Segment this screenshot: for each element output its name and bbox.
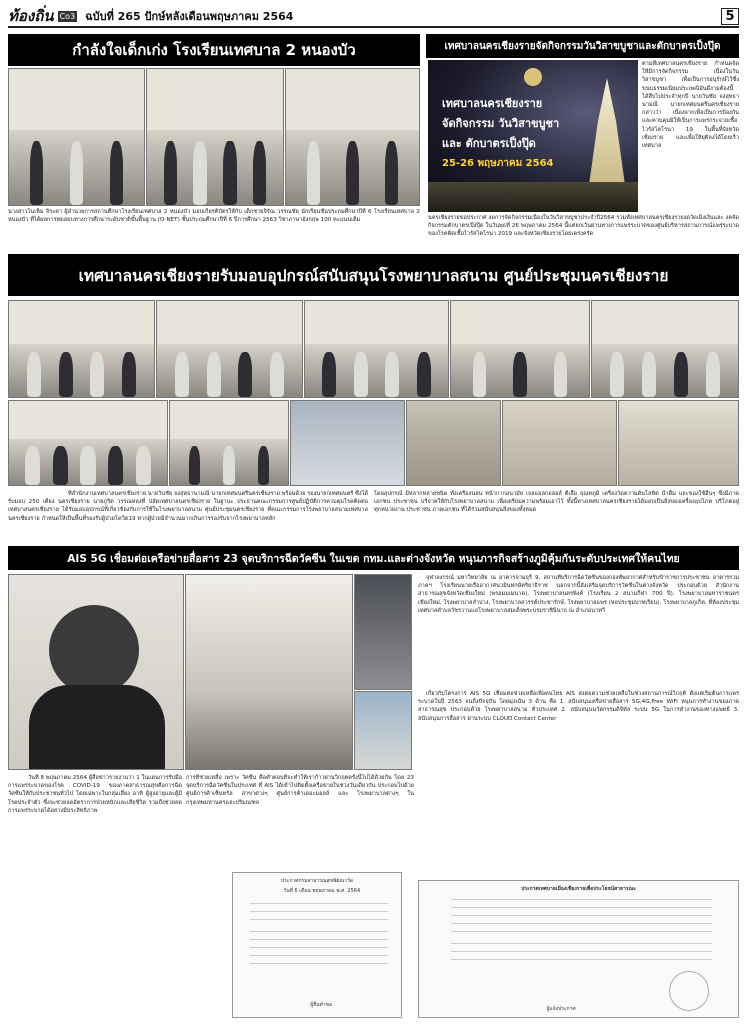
- story4-vaccination-hall-photo: [185, 574, 353, 770]
- legal-notice-1: [232, 872, 402, 1018]
- story3-photo-8: [290, 400, 405, 486]
- issue-line: ฉบับที่ 265 ปักษ์หลังเดือนพฤษภาคม 2564: [85, 10, 294, 23]
- story3-body-left: ที่สำนักงานเทศบาลนครเชียงราย นายวันชัย จงสุทธานามณี นายกเทศมนตรีนครเชียงราย พร้อมด้วย รองนายกเทศมนตรี ซึ่งได้รับมอบ 250 เตียง นครเชียงราย นายภูริต วรรณหลงที่ ปลัดเทศบาลนครเชียงราย ในฐานะ ประธานคณะกรรมการศูนย์ปฏิบัติการควบคุมโรคติดต่อเทศบาลนครเชียงราย ได้รับมอบอุปกรณ์ที่เกี่ยวข้องกับการใช้ในโรงพยาบาลสนาม ศูนย์ประชุมนครเชียงราย ที่คณะกรรมการโรงพยาบาลสนามเทศบาลนครเชียงราย กำหนดให้เป็นพื้นที่รองรับผู้ป่วยโควิด19 หากผู้ป่วยมีจำนวนมากเกินการรองรับจากโรงพยาบาลหลัก: [8, 491, 368, 522]
- temple-spire-image: [584, 78, 630, 188]
- story3-photo-2: [156, 300, 303, 398]
- story4-technician-photo: [354, 574, 412, 690]
- story3-photo-4: [450, 300, 590, 398]
- poster-line-3: และ ตักบาตรเป็งปุ๊ด: [442, 137, 536, 150]
- portrait-body: [29, 685, 165, 770]
- newspaper-logo: ท้องถิ่น: [8, 7, 54, 25]
- story3-photo-7: [169, 400, 289, 486]
- story1-photo-1: [8, 68, 145, 206]
- municipal-seal-icon: [524, 68, 542, 86]
- story3-photo-5: [591, 300, 739, 398]
- story4-body-right: จุฬาลงกรณ์ มหาวิทยาลัย ณ อาคารจามจุรี 9, สถานที่บริการฉีดวัคซีนของกองทัพอากาศสำหรับข้าราชการประชาชน อาคารรวมภาคฯ โรงเรียนนายเรืออากาศนวมินทกษัตริยาธิราช นอกจากนี้ยังเสริมจุดบริการวัคซีนในต่างจังหวัด ประกอบด้วย สำนักงานสาธารณสุขจังหวัดเชียงใหม่ (พรอมมเมนาด), โรงพยาบาลนครพิงค์ (โรงเรียน 2 สนามกีฬา 700 ปี), โรงพยาบาลมหาราชนครเชียงใหม่, โรงพยาบาลลำปาง, โรงพยาบาลสวรรค์ประชารักษ์, โรงพยาบาลแพร่ (หอประชุมบาทเรียน), โรงพยาบาลภูเก็ต, ที่ห้องประชุมเทศบาลตำบลวัชรวานแลโรงพยาบาลสมเด็จพระบรมราชินีนาถ ณ อำเภอนาทวี: [418, 575, 739, 614]
- poster-line-2: จัดกิจกรรม วันวิสาขบูชา: [442, 117, 560, 130]
- story3-photo-10: [502, 400, 617, 486]
- story1-photo-3: [285, 68, 420, 206]
- legal-notice-1-date: วันที่ 6 เดือน พฤษภาคม พ.ศ. 2564: [283, 888, 361, 894]
- legal-notice-2: [418, 880, 739, 1018]
- page-number: 5: [721, 8, 739, 25]
- portrait-head: [49, 605, 139, 695]
- legal-notice-2-signature-caption: ผู้แจ้งประกาศ: [546, 1006, 576, 1012]
- story4-body-bottom-mid: การที่ช่วยเหลือ เพราะ วัคซีน คือคำตอบที่จะทำให้เราก้าวผ่านวิกฤตครั้งนี้ไปได้ด้วยกัน โดย 23 จุดบริการฉีดวัคซีนในประเทศ ที่ AIS ได้เข้าไปติดตั้งเครือข่ายในช่วงวันเดียวกัน ประกอบไปด้วย ศูนย์การค้าเซ็นทรัล สาขาต่างๆ ศูนย์การค้าเดอะมอลล์ และ โรงพยาบาลต่างๆ ในกรุงเทพมหานครและปริมณฑล: [186, 775, 414, 806]
- official-stamp-icon: [669, 971, 709, 1011]
- story4-portrait-photo: [8, 574, 184, 770]
- story3-photo-3: [304, 300, 449, 398]
- masthead: [8, 6, 739, 28]
- crowd-image: [428, 182, 638, 212]
- legal-notice-1-signature-caption: ผู้ยื่นคำขอ: [310, 1002, 333, 1008]
- story4-body-right-2: เกี่ยวกับโครงการ AIS 5G เชื่อมต่อช่วยเหลือเพื่อคนไทย AIS ส่งต่อความช่วยเหลือในช่วงสถานการณ์วิกฤติ ตั้งแต่เริ่มต้นการแพร่ระบาดในปี 2563 จนถึงปัจจุบัน โดยมุ่งเน้น 3 ด้าน คือ 1. สนับสนุนเครือข่ายสื่อสาร 5G,4G,Free WiFi หนุนการทำงานของภาคสาธารณสุข ประกอบด้วย โรงพยาบาลสนาม ทั่วประเทศ 2. สนับสนุนนวัตกรรมดิจิทัล ระบบ 5G ในการทำงานของทางแพทย์ 3. สนับสนุนการสื่อสาร ผ่านระบบ CLOUD Contact Center: [418, 691, 739, 722]
- story1-body: นางสาวโนเห็ม จิระตา ผู้อำนวยการสถานศึกษาโรงเรียนเทศบาล 2 หนองบัว มอบเกียรติบัตรให้กับ เด็กชายจิรัณ วรรณชัย นักเรียนชั้นประถมศึกษาปีที่ 6 โรงเรียนเทศบาล 2 หนองบัว ที่ได้ผลการทดสอบทางการศึกษาระดับชาติขั้นพื้นฐาน (O-NET) ชั้นประถมศึกษาปีที่ 6 ปีการศึกษา 2563 วิชาภาษาอังกฤษ 100 คะแนนเต็ม: [8, 209, 420, 224]
- story3-body-right: โดยอุปกรณ์ มีหลากหลายชนิด ทั้งเครื่องนอน หน้ากากอนามัย เจลแอลกอฮอล์ ตีเสื้อ อุณหภูมิ เครื่องวัดความดันโลหิต น้ำดื่ม และของใช้อื่นๆ ซึ่งมีภาคเอกชน ประชาชน บริจาคให้กับโรงพยาบาลสนาม เพื่อเตรียมความพร้อมเอาไว้ ทั้งนี้ทางเทศบาลนครเชียงรายได้มอบเป็นสิ่งของเครื่องอุปโภค บริโภคอยู่ ทุกหน่วยงาน ประชาชน ภาคเอกชน ที่ได้ร่วมสนับสนุนสิ่งของทั้งหมด: [374, 491, 739, 514]
- story3-headline: เทศบาลนครเชียงรายรับมอบอุปกรณ์สนับสนุนโรงพยาบาลสนาม ศูนย์ประชุมนครเชียงราย: [8, 254, 739, 296]
- story1-headline: กำลังใจเด็กเก่ง โรงเรียนเทศบาล 2 หนองบัว: [8, 34, 420, 66]
- story3-photo-9: [406, 400, 501, 486]
- story3-photo-6: [8, 400, 168, 486]
- story2-headline: เทศบาลนครเชียงรายจัดกิจกรรมวันวิสาขบูชาและตักบาตรเป็งปุ๊ด: [426, 34, 739, 58]
- story3-photo-11: [618, 400, 739, 486]
- story1-photo-2: [146, 68, 284, 206]
- story2-body-bottom: นครเชียงรายขอประกาศ งดการจัดกิจกรรมเนื่องในวันวิสาขบูชาประจำปี2564 รวมทั้งเทศบาลนครเชียงรายงดวัดเม็งเงินและ งดจัดกิจกรรมตักบาตรเป็งปุ๊ด ในวันพุธที่ 26 พฤษภาคม 2564 นี้แต่ยกเว้นผ่านทางการแพร่ระบาดของศูนย์บริหารสถานการณ์แพร่ระบาดของโรคติดเชื้อไวรัสโคโรนา 2019 และจังหวัดเชียงรายโดยเคร่งครัด: [428, 215, 739, 238]
- legal-notice-1-title: ประกาศกรมสาธารณสุขพัฒนาวัด: [280, 878, 354, 884]
- poster-line-1: เทศบาลนครเชียงราย: [442, 97, 543, 110]
- legal-notice-2-title: ประกาศเทศบาลเมืองเชียงรายเพื่อประโยชน์สาธารณะ: [521, 886, 636, 892]
- story4-headline: AIS 5G เชื่อมต่อเครือข่ายสื่อสาร 23 จุดบริการฉีดวัคซีน ในเขต กทม.และต่างจังหวัด หนุนภารกิจสร้างภูมิคุ้มกันระดับประเทศให้คนไทย: [8, 546, 739, 570]
- story2-poster: [428, 60, 638, 212]
- logo-badge: Co3: [59, 11, 76, 21]
- story2-body-side: ตามที่เทศบาลนครเชียงราย กำหนดจัดให้มีการจัดกิจกรรม เนื่องในวันวิสาขบูชา เพื่อเป็นการอนุรักษ์ไว้ซึ่งขนบธรรมเนียมประเพณีอันดีงามต้องนี้ได้สืบไปประจำทุกปี นายวันชัย จงสุทธานามณี นายกเทศมนตรีนครเชียงราย กล่าวว่า เนื่องจากเพื่อเป็นการป้องกันและควบคุมมิให้เป็นการแพร่กระจายเชื้อไวรัสโคโรนา 19 ในพื้นที่จังหวัดเชียงราย และเพื่อให้ยุติลงได้โดยเร็วเทศบาล: [642, 61, 739, 150]
- story4-body-bottom-left: วันที่ 8 พฤษภาคม 2564 ผู้สื่อข่าวรายงานว่า 1 ในแผนการรับมือการแพร่ระบาดของโรค COVID-19 ของภาคสาธารณสุขคือการฉีดวัคซีนให้กับประชาชนทั่วไป โดยเฉพาะในกลุ่มเสี่ยง อาทิ ผู้สูงอายุและผู้มีโรคประจำตัว ซึ่งจะช่วยลดอัตราการป่วยหนักและเสียชีวิต รวมถึงช่วยลดการแพร่ระบาดได้อย่างมีประสิทธิภาพ: [8, 775, 182, 814]
- poster-line-4: 25-26 พฤษภาคม 2564: [442, 158, 554, 169]
- story3-photo-1: [8, 300, 155, 398]
- story4-5g-station-photo: [354, 691, 412, 770]
